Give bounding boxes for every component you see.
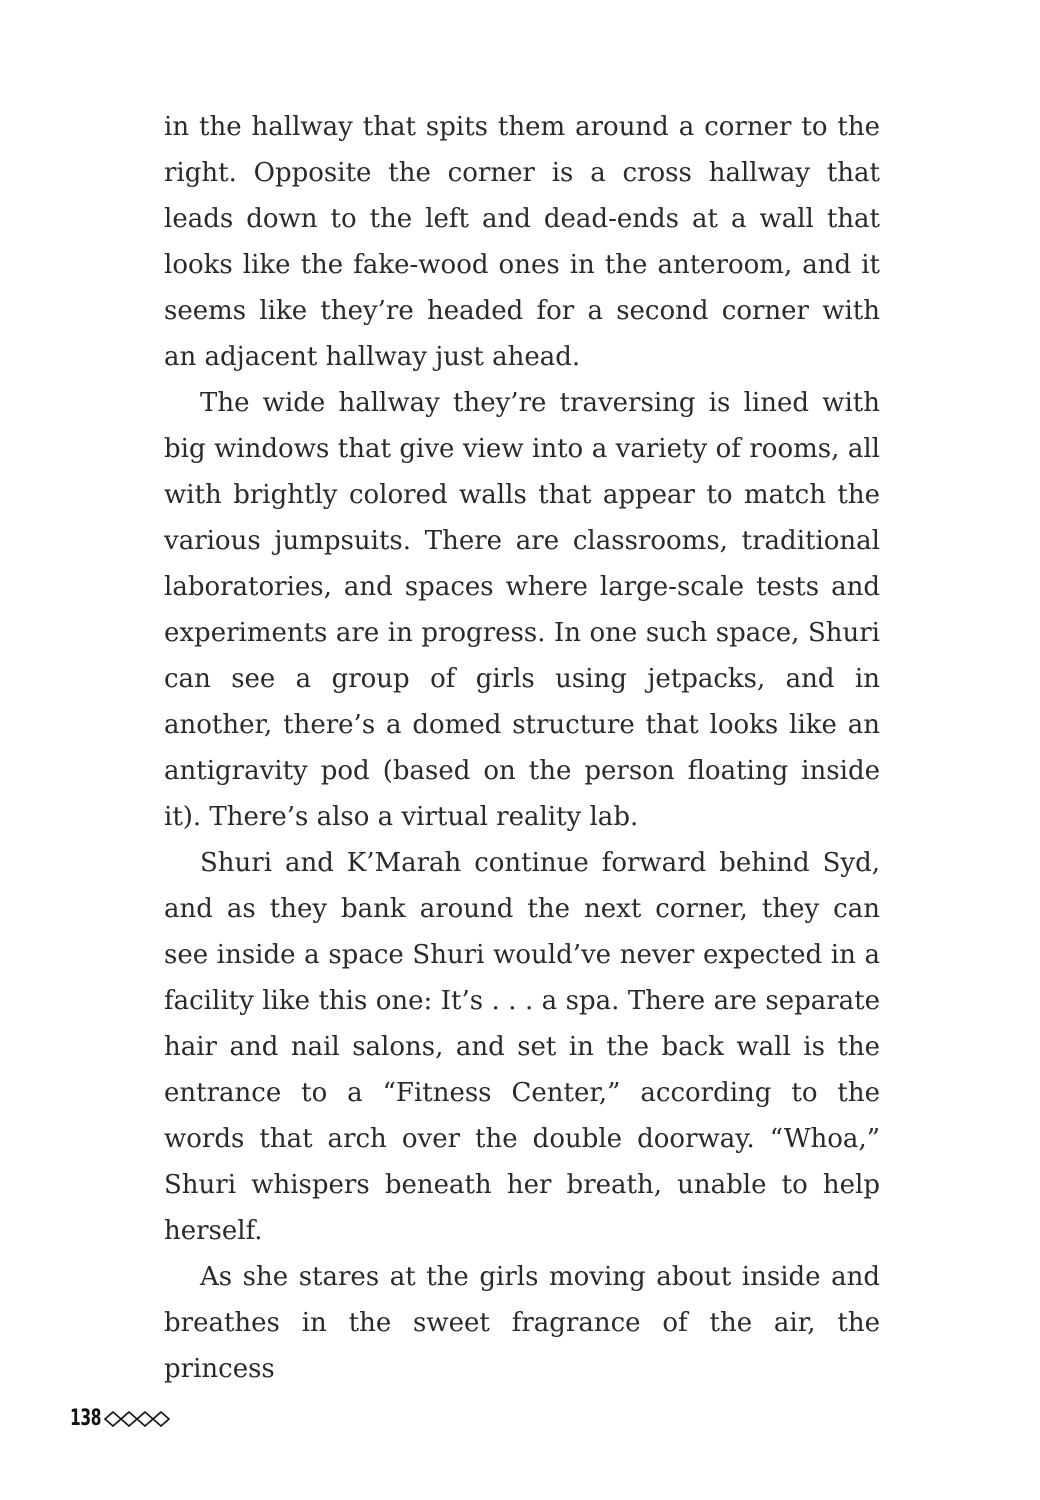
paragraph-1: in the hallway that spits them around a corner to the right. Opposite the corner is a cross hallway that leads down to the left and dead-ends at a wall that looks like the fake-wood ones in the anteroom, and it seems like they’re headed for a second corner with an adjacent hallway just ahead. (164, 112, 880, 372)
body-text (164, 104, 880, 1392)
diamond-chain-ornament-icon (104, 1411, 174, 1427)
paragraph-4: As she stares at the girls moving about inside and breathes in the sweet fragrance of the air, the princess (164, 1262, 880, 1384)
page-footer (70, 1406, 174, 1431)
paragraph-2: The wide hallway they’re traversing is lined with big windows that give view into a variety of rooms, all with brightly colored walls that appear to match the various jumpsuits. There are classrooms, traditional laboratories, and spaces where large-scale tests and experiments are in progress. In one such space, Shuri can see a group of girls using jetpacks, and in another, there’s a domed structure that looks like an antigravity pod (based on the person floating inside it). There’s also a virtual reality lab. (164, 388, 880, 832)
page-number: 138 (70, 1406, 102, 1431)
paragraph-3: Shuri and K’Marah continue forward behind Syd, and as they bank around the next corner, they can see inside a space Shuri would’ve never expected in a facility like this one: It’s . . . a spa. There are separate hair and nail salons, and set in the back wall is the entrance to a “Fitness Center,” according to the words that arch over the double doorway. “Whoa,” Shuri whispers beneath her breath, unable to help herself. (164, 848, 880, 1246)
